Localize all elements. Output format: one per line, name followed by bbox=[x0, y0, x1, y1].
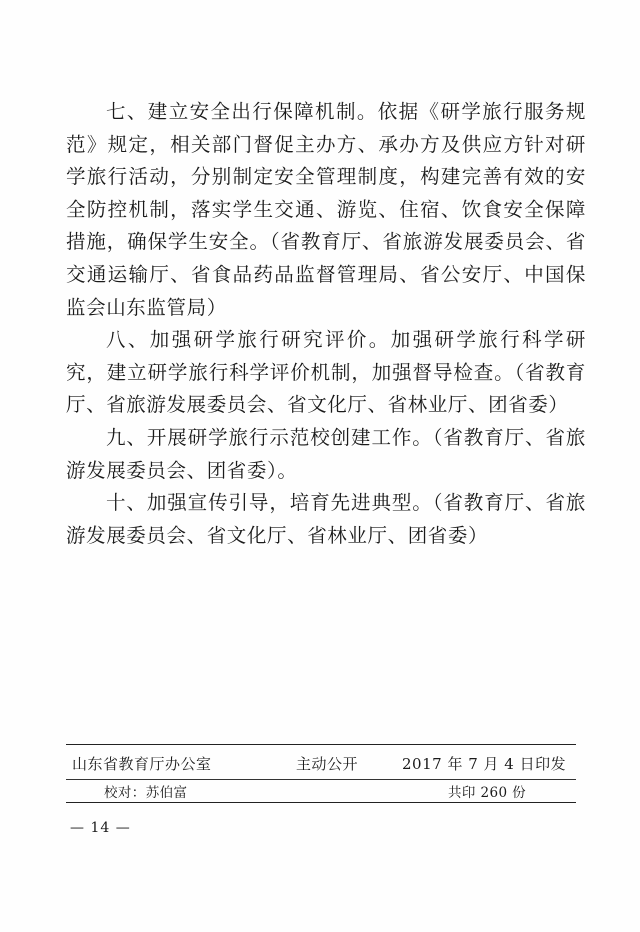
issuance-row bbox=[66, 745, 576, 779]
issue-date: 2017 年 7 月 4 日印发 bbox=[402, 755, 567, 773]
issuance-footer bbox=[66, 744, 576, 803]
paragraph-item-10: 十、加强宣传引导，培育先进典型。（省教育厅、省旅游发展委员会、省文化厅、省林业厅、团省委） bbox=[66, 491, 586, 547]
paragraph-item-9: 九、开展研学旅行示范校创建工作。（省教育厅、省旅游发展委员会、团省委）。 bbox=[66, 425, 586, 482]
footer-bottom-rule bbox=[66, 802, 576, 803]
proof-row bbox=[66, 780, 576, 802]
paragraph-item-7: 七、建立安全出行保障机制。依据《研学旅行服务规范》规定，相关部门督促主办方、承办方及供应方针对研学旅行活动，分别制定安全管理制度，构建完善有效的安全防控机制，落实学生交通、游览、住宿、饮食安全保障措施，确保学生安全。（省教育厅、省旅游发展委员会、省交通运输厅、省食品药品监督管理局、省公安厅、中国保监会山东监管局） bbox=[66, 100, 586, 319]
document-body bbox=[66, 96, 586, 552]
issuer-name: 山东省教育厅办公室 bbox=[72, 755, 212, 773]
paragraph-item-8: 八、加强研学旅行研究评价。加强研学旅行科学研究，建立研学旅行科学评价机制，加强督导检查。（省教育厅、省旅游发展委员会、省文化厅、省林业厅、团省委） bbox=[66, 328, 586, 417]
proofreader: 校对：苏伯富 bbox=[104, 785, 188, 801]
disclosure-label: 主动公开 bbox=[296, 755, 359, 773]
print-copies: 共印 260 份 bbox=[448, 785, 527, 801]
page-number: — 14 — bbox=[70, 820, 131, 836]
